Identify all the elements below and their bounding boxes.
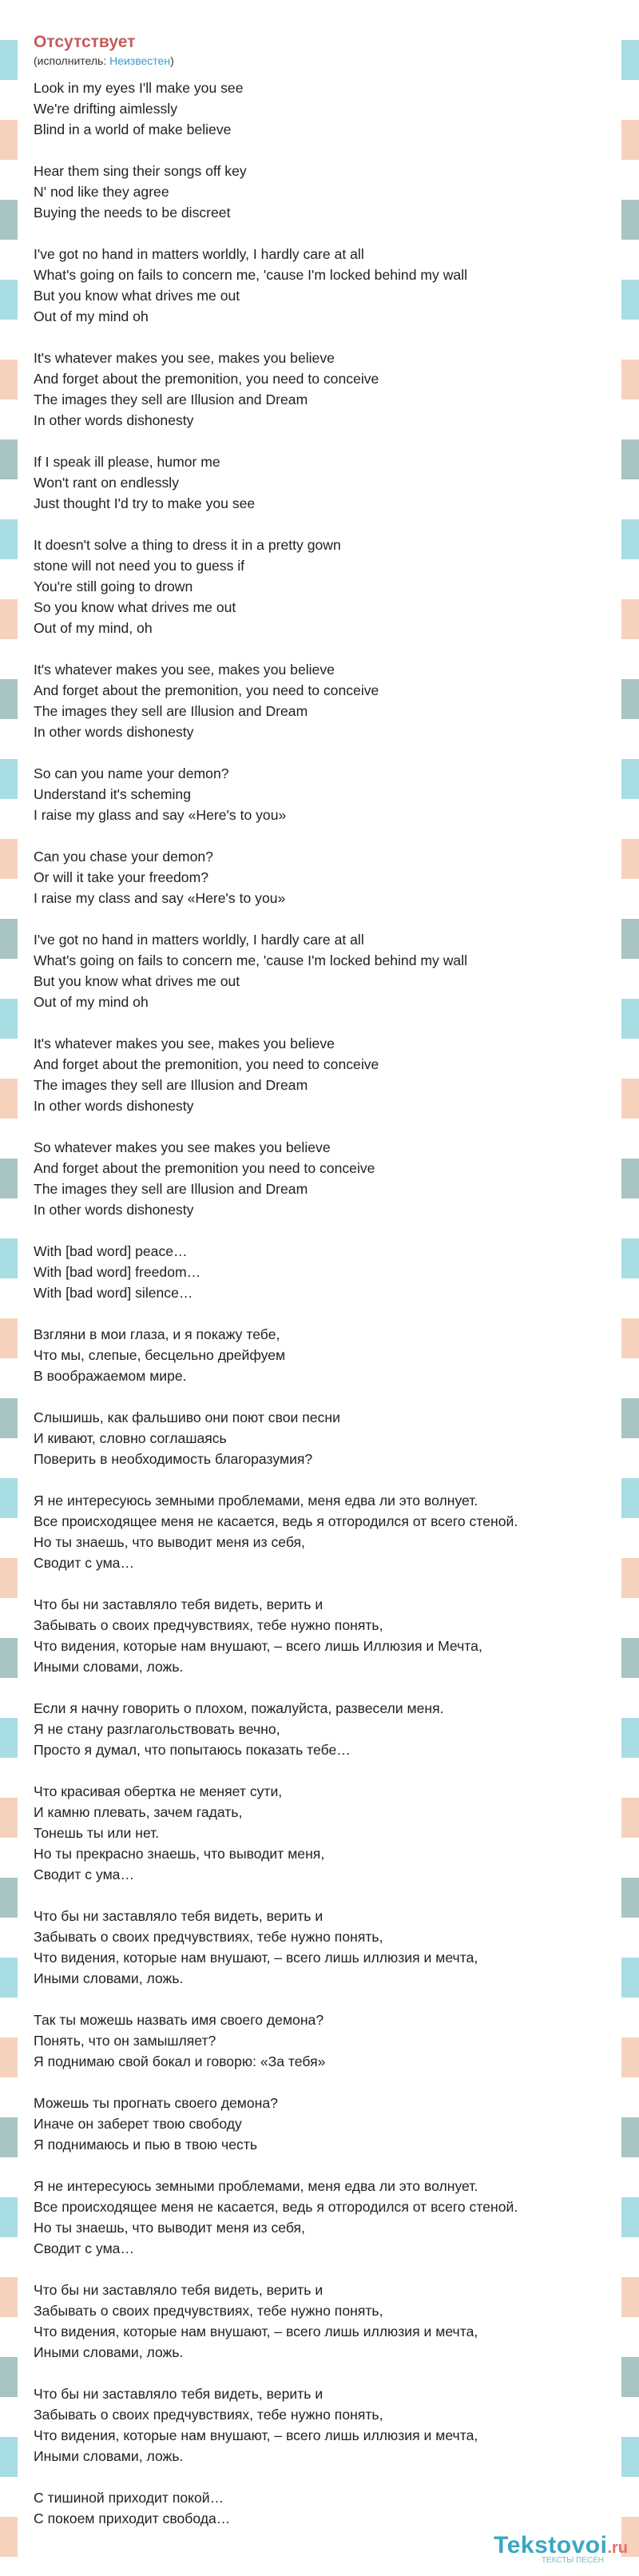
lyric-line: Взгляни в мои глаза, и я покажу тебе, [34, 1326, 280, 1342]
lyrics-stanza [34, 1594, 605, 1677]
lyric-line: Что видения, которые нам внушают, – всего лишь Иллюзия и Мечта, [34, 1638, 482, 1654]
lyric-line: We're drifting aimlessly [34, 101, 178, 117]
lyric-line: You're still going to drown [34, 578, 193, 594]
lyric-line: Я поднимаю свой бокал и говорю: «За тебя» [34, 2053, 326, 2069]
lyrics-stanza [34, 244, 605, 327]
lyric-line: В воображаемом мире. [34, 1368, 187, 1384]
performer-suffix: ) [170, 54, 174, 67]
lyric-line: The images they sell are Illusion and Dream [34, 1077, 308, 1093]
lyric-line: I raise my class and say «Here's to you» [34, 890, 286, 906]
logo-brand: Tekstovoi [494, 2532, 608, 2558]
lyric-line: Что бы ни заставляло тебя видеть, верить и [34, 1596, 323, 1612]
lyrics-stanza [34, 1781, 605, 1885]
lyric-line: Забывать о своих предчувствиях, тебе нужно понять, [34, 1617, 383, 1633]
lyric-line: Buying the needs to be discreet [34, 205, 231, 221]
lyric-line: Or will it take your freedom? [34, 869, 209, 885]
lyric-line: N' nod like they agree [34, 184, 169, 200]
lyrics-stanza [34, 846, 605, 908]
lyric-line: Что мы, слепые, бесцельно дрейфуем [34, 1347, 286, 1363]
lyric-line: And forget about the premonition, you need to conceive [34, 682, 379, 698]
lyric-line: The images they sell are Illusion and Dream [34, 703, 308, 719]
performer-prefix: (исполнитель: [34, 54, 110, 67]
lyric-line: Look in my eyes I'll make you see [34, 80, 244, 96]
lyric-line: The images they sell are Illusion and Dream [34, 1181, 308, 1197]
lyric-line: Но ты знаешь, что выводит меня из себя, [34, 2220, 305, 2236]
lyric-line: What's going on fails to concern me, 'cause I'm locked behind my wall [34, 952, 468, 968]
lyrics-stanza [34, 1906, 605, 1989]
lyrics-card [18, 0, 621, 2576]
logo-tagline: ТЕКСТЫ ПЕСЕН [541, 2556, 604, 2565]
lyrics-stanza [34, 2093, 605, 2155]
lyrics-stanza [34, 1698, 605, 1760]
lyrics-stanza [34, 535, 605, 638]
lyric-line: In other words dishonesty [34, 412, 194, 428]
lyrics-stanza [34, 1490, 605, 1573]
lyric-line: Иными словами, ложь. [34, 1659, 184, 1675]
lyric-line: The images they sell are Illusion and Dream [34, 392, 308, 407]
lyric-line: And forget about the premonition, you need to conceive [34, 1056, 379, 1072]
lyrics-stanza [34, 78, 605, 140]
lyrics-body [34, 78, 605, 2529]
lyric-line: But you know what drives me out [34, 288, 240, 304]
performer-line [34, 54, 605, 68]
lyric-line: Что видения, которые нам внушают, – всего лишь иллюзия и мечта, [34, 2427, 478, 2443]
lyric-line: Out of my mind, oh [34, 620, 153, 636]
lyric-line: Я не интересуюсь земными проблемами, меня едва ли это волнует. [34, 1493, 478, 1509]
lyrics-stanza [34, 1033, 605, 1116]
artist-link[interactable]: Неизвестен [109, 54, 171, 67]
lyrics-stanza [34, 1407, 605, 1469]
lyric-line: Я не интересуюсь земными проблемами, меня едва ли это волнует. [34, 2178, 478, 2194]
lyric-line: Так ты можешь назвать имя своего демона? [34, 2012, 324, 2028]
lyrics-stanza [34, 659, 605, 742]
lyric-line: Out of my mind oh [34, 308, 149, 324]
lyric-line: Что видения, которые нам внушают, – всего лишь иллюзия и мечта, [34, 1950, 478, 1966]
lyrics-stanza [34, 2010, 605, 2072]
song-title: Отсутствует [34, 33, 136, 51]
lyric-line: Забывать о своих предчувствиях, тебе нужно понять, [34, 2407, 383, 2423]
lyric-line: Blind in a world of make believe [34, 121, 232, 137]
logo-tld: .ru [607, 2539, 628, 2557]
lyric-line: И камню плевать, зачем гадать, [34, 1804, 243, 1820]
lyric-line: Все происходящее меня не касается, ведь я отгородился от всего стеной. [34, 2199, 518, 2215]
lyric-line: I raise my glass and say «Here's to you» [34, 807, 287, 823]
lyric-line: С тишиной приходит покой… [34, 2490, 224, 2506]
lyric-line: Hear them sing their songs off key [34, 163, 247, 179]
lyrics-stanza [34, 2280, 605, 2363]
lyrics-stanza [34, 161, 605, 223]
lyrics-stanza [34, 1241, 605, 1303]
lyric-line: With [bad word] silence… [34, 1285, 193, 1301]
lyrics-stanza [34, 2487, 605, 2529]
lyrics-stanza [34, 2176, 605, 2259]
lyric-line: With [bad word] peace… [34, 1243, 188, 1259]
lyric-line: What's going on fails to concern me, 'cause I'm locked behind my wall [34, 267, 468, 283]
lyric-line: Но ты знаешь, что выводит меня из себя, [34, 1534, 305, 1550]
lyric-line: It's whatever makes you see, makes you believe [34, 350, 335, 366]
lyric-line: But you know what drives me out [34, 973, 240, 989]
site-logo[interactable] [494, 2532, 628, 2565]
lyric-line: Что бы ни заставляло тебя видеть, верить и [34, 2386, 323, 2402]
lyric-line: So you know what drives me out [34, 599, 236, 615]
lyric-line: Сводит с ума… [34, 2240, 135, 2256]
lyrics-stanza [34, 1137, 605, 1220]
lyric-line: It's whatever makes you see, makes you believe [34, 1036, 335, 1051]
lyric-line: Иначе он заберет твою свободу [34, 2116, 242, 2132]
lyric-line: Я поднимаюсь и пью в твою честь [34, 2137, 258, 2153]
lyric-line: Просто я думал, что попытаюсь показать тебе… [34, 1742, 351, 1758]
lyric-line: In other words dishonesty [34, 1202, 194, 1218]
lyric-line: I've got no hand in matters worldly, I hardly care at all [34, 932, 364, 948]
lyric-line: Тонешь ты или нет. [34, 1825, 160, 1841]
lyric-line: And forget about the premonition, you need to conceive [34, 371, 379, 387]
lyrics-stanza [34, 2383, 605, 2467]
lyric-line: Что бы ни заставляло тебя видеть, верить и [34, 1908, 323, 1924]
lyric-line: Out of my mind oh [34, 994, 149, 1010]
lyric-line: Слышишь, как фальшиво они поют свои песни [34, 1409, 340, 1425]
lyrics-stanza [34, 929, 605, 1012]
lyric-line: Поверить в необходимость благоразумия? [34, 1451, 313, 1467]
lyric-line: Сводит с ума… [34, 1866, 135, 1882]
lyric-line: In other words dishonesty [34, 724, 194, 740]
lyric-line: Понять, что он замышляет? [34, 2033, 216, 2049]
lyric-line: Я не стану разглагольствовать вечно, [34, 1721, 280, 1737]
lyric-line: I've got no hand in matters worldly, I hardly care at all [34, 246, 364, 262]
lyric-line: Иными словами, ложь. [34, 2448, 184, 2464]
lyric-line: Won't rant on endlessly [34, 475, 180, 491]
lyric-line: Все происходящее меня не касается, ведь я отгородился от всего стеной. [34, 1513, 518, 1529]
lyric-line: Что бы ни заставляло тебя видеть, верить и [34, 2282, 323, 2298]
lyrics-stanza [34, 451, 605, 514]
lyric-line: Что видения, которые нам внушают, – всего лишь иллюзия и мечта, [34, 2324, 478, 2339]
lyric-line: Иными словами, ложь. [34, 1970, 184, 1986]
lyric-line: Just thought I'd try to make you see [34, 495, 256, 511]
lyrics-stanza [34, 348, 605, 431]
lyric-line: So can you name your demon? [34, 765, 229, 781]
lyric-line: С покоем приходит свобода… [34, 2510, 231, 2526]
lyric-line: stone will not need you to guess if [34, 558, 245, 574]
lyric-line: It doesn't solve a thing to dress it in a pretty gown [34, 537, 341, 553]
lyrics-stanza [34, 763, 605, 825]
lyric-line: If I speak ill please, humor me [34, 454, 220, 470]
lyric-line: Забывать о своих предчувствиях, тебе нужно понять, [34, 2303, 383, 2319]
lyric-line: Забывать о своих предчувствиях, тебе нужно понять, [34, 1929, 383, 1945]
lyric-line: Можешь ты прогнать своего демона? [34, 2095, 278, 2111]
lyric-line: Can you chase your demon? [34, 849, 213, 865]
lyric-line: With [bad word] freedom… [34, 1264, 201, 1280]
lyric-line: So whatever makes you see makes you believe [34, 1139, 331, 1155]
lyric-line: Иными словами, ложь. [34, 2344, 184, 2360]
lyric-line: Что красивая обертка не меняет сути, [34, 1783, 283, 1799]
lyric-line: Но ты прекрасно знаешь, что выводит меня, [34, 1846, 325, 1862]
lyric-line: Сводит с ума… [34, 1555, 135, 1571]
lyric-line: In other words dishonesty [34, 1098, 194, 1114]
lyric-line: It's whatever makes you see, makes you believe [34, 662, 335, 678]
lyric-line: Understand it's scheming [34, 786, 191, 802]
lyric-line: И кивают, словно соглашаясь [34, 1430, 227, 1446]
lyric-line: And forget about the premonition you need to conceive [34, 1160, 375, 1176]
lyric-line: Если я начну говорить о плохом, пожалуйста, развесели меня. [34, 1700, 444, 1716]
lyrics-stanza [34, 1324, 605, 1386]
